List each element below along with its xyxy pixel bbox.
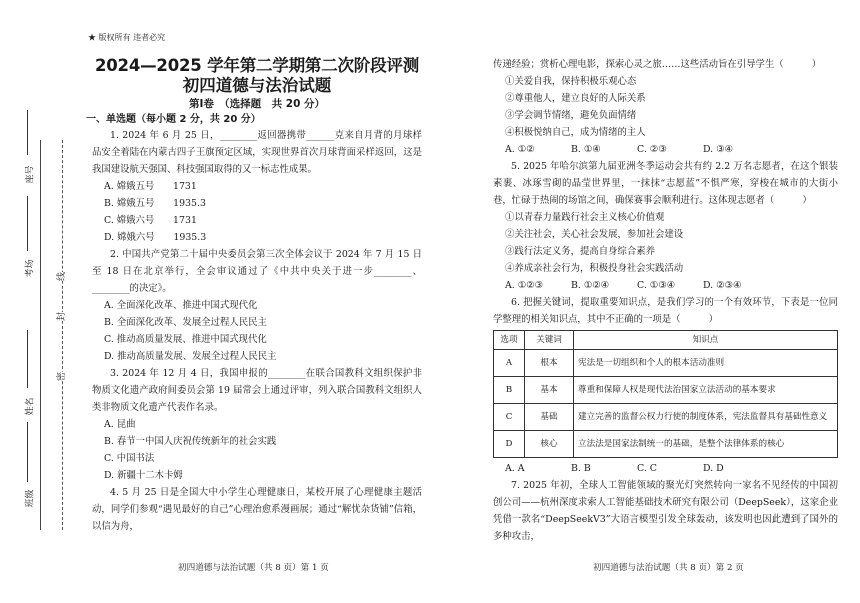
q2-option-d: D. 推动高质量发展、发展全过程人民民主 [104, 351, 277, 362]
q1-option-c: C. 嫦娥六号 1731 [104, 215, 197, 226]
q6-option-d: D. D [703, 463, 724, 474]
exam-subject-title: 初四道德与法治试题 [182, 76, 332, 95]
q6-option-b: B. B [571, 463, 591, 474]
copyright-notice: ★ 版权所有 违者必究 [88, 33, 166, 42]
q5-option-b: B. ①②④ [571, 280, 610, 291]
question-3-stem: 3. 2024 年 12 月 4 日，我国申报的________在联合国教科文组织保护非物质文化遗产政府间委员会第 19 届常会上通过评审，列入联合国教科文组织人类非物质文化遗产代表作名录。 [92, 368, 422, 413]
footer-page-1: 初四道德与法治试题（共 8 页）第 1 页 [178, 563, 329, 573]
q4-option-a: A. ①② [505, 144, 535, 155]
blank-line-room [27, 196, 28, 251]
binding-strip [0, 0, 70, 603]
table-cell-option: D [494, 431, 525, 458]
table-header-option: 选项 [494, 331, 525, 350]
footer-page-2: 初四道德与法治试题（共 8 页）第 2 页 [593, 563, 744, 573]
table-cell-option: A [494, 350, 525, 377]
blank-line-seat [27, 110, 28, 155]
blank-line-class [27, 422, 28, 482]
table-header-row [494, 331, 838, 350]
table-cell-keyword: 基本 [525, 377, 574, 404]
right-column [493, 56, 838, 545]
blank-line-name [27, 330, 28, 388]
q1-option-b: B. 嫦娥五号 1935.3 [104, 198, 206, 209]
table-header-keyword: 关键词 [525, 331, 574, 350]
table-row [494, 377, 838, 404]
q2-option-c: C. 推动高质量发展、推进中国式现代化 [104, 334, 267, 345]
q5-statement-4: ④养成亲社会行为，积极投身社会实践活动 [505, 263, 684, 274]
table-row [494, 431, 838, 458]
q6-option-a: A. A [505, 463, 525, 474]
q3-option-c: C. 中国书法 [104, 453, 155, 464]
binding-line-inner [62, 140, 63, 530]
cut-mark-seal: 封 [54, 312, 67, 321]
table-cell-knowledge: 立法法是国家法制统一的基础，是整个法律体系的核心 [574, 431, 838, 458]
table-cell-option: C [494, 404, 525, 431]
table-cell-knowledge: 尊重和保障人权是现代法治国家立法活动的基本要求 [574, 377, 838, 404]
q4-option-b: B. ①④ [571, 144, 601, 155]
q2-option-b: B. 全面深化改革、发展全过程人民民主 [104, 317, 267, 328]
q4-statement-1: ①关爱自我，保持积极乐观心态 [505, 76, 637, 87]
question-5-stem: 5. 2025 年哈尔滨第九届亚洲冬季运动会共有约 2.2 万名志愿者，在这个银装素裹、冰琢雪砌的晶莹世界里，一抹抹“志愿蓝”不惧严寒，穿梭在城市的大街小巷，忙碌于热闹的场馆之间，确保赛事会顺利进行。这体现志愿者（ ） [493, 161, 838, 206]
q4-options [493, 141, 838, 158]
table-row [494, 350, 838, 377]
q1-option-d: D. 嫦娥六号 1935.3 [104, 232, 207, 243]
q2-option-a: A. 全面深化改革、推进中国式现代化 [104, 300, 258, 311]
q5-option-c: C. ①③④ [637, 280, 676, 291]
table-cell-knowledge: 宪法是一切组织和个人的根本活动准则 [574, 350, 838, 377]
seat-number-label: 座号 [25, 165, 36, 184]
table-cell-option: B [494, 377, 525, 404]
knowledge-point-table [493, 330, 838, 458]
q5-option-a: A. ①②③ [505, 280, 543, 291]
q5-options [493, 277, 838, 294]
table-cell-keyword: 基础 [525, 404, 574, 431]
q3-option-a: A. 昆曲 [104, 419, 136, 430]
question-7-stem: 7. 2025 年初，全球人工智能领域的聚光灯突然转向一家名不见经传的中国初创公司——杭州深度求索人工智能基础技术研究有限公司（DeepSeek），这家企业凭借一款名“DeepSeekV3”大语言模型引发全球轰动，该发明也因此遭到了国外的多种攻击， [493, 480, 838, 542]
cut-mark-secret: 密 [54, 372, 67, 381]
question-1-stem: 1. 2024 年 6 月 25 日，________返回器携带______克来自月背的月球样品安全着陆在内蒙古四子王旗预定区域，实现世界首次月球背面采样返回，这是我国建设航天强国、科技强国取得的又一标志性成果。 [92, 130, 422, 175]
exam-title: 2024—2025 学年第二学期第二次阶段评测 [95, 56, 419, 75]
q5-option-d: D. ②③④ [703, 280, 742, 291]
table-cell-keyword: 核心 [525, 431, 574, 458]
q4-option-d: D. ③④ [703, 144, 733, 155]
question-4-stem: 4. 5 月 25 日是全国大中小学生心理健康日，某校开展了心理健康主题活动，同学们参观“遇见最好的自己”心理治愈系漫画展；通过“解忧杂货铺”信箱，以信为舟， [92, 487, 422, 532]
part-label: 第Ⅰ卷 （选择题 共 20 分） [188, 98, 326, 110]
q6-options [493, 460, 838, 477]
binding-line-outer [40, 140, 41, 530]
q6-option-c: C. C [637, 463, 657, 474]
question-2-stem: 2. 中国共产党第二十届中央委员会第三次全体会议于 2024 年 7 月 15 日至 18 日在北京举行，全会审议通过了《中共中央关于进一步________、________的决定》。 [92, 249, 422, 294]
exam-room-label: 考场 [25, 259, 36, 278]
cut-mark-line: 线 [54, 272, 67, 281]
q5-statement-2: ②关注社会，关心社会发展，参加社会建设 [505, 229, 684, 240]
q4-statement-3: ③学会调节情绪，避免负面情绪 [505, 110, 637, 121]
question-6-stem: 6. 把握关键词，提取重要知识点，是我们学习的一个有效环节，下表是一位同学整理的相关知识点，其中不正确的一项是（ ） [493, 297, 838, 325]
table-header-knowledge: 知识点 [574, 331, 838, 350]
table-row [494, 404, 838, 431]
table-cell-knowledge: 建立完善的监督公权力行使的制度体系，宪法监督具有基础性意义 [574, 404, 838, 431]
name-label: 姓名 [25, 397, 36, 416]
q4-statement-2: ②尊重他人，建立良好的人际关系 [505, 93, 646, 104]
q3-option-b: B. 春节一中国人庆祝传统新年的社会实践 [104, 436, 277, 447]
class-label: 班级 [25, 489, 36, 508]
q1-option-a: A. 嫦娥五号 1731 [104, 181, 197, 192]
q5-statement-1: ①以青春力量践行社会主义核心价值观 [505, 212, 665, 223]
q3-option-d: D. 新疆十二木卡姆 [104, 470, 183, 481]
q5-statement-3: ③践行法定义务，提高自身综合素养 [505, 246, 656, 257]
section-heading: 一、单选题（每小题 2 分，共 20 分） [86, 114, 261, 125]
q4-option-c: C. ②③ [637, 144, 667, 155]
question-4-stem-continued: 传递经验；赏析心理电影，探索心灵之旅……这些活动旨在引导学生（ ） [493, 59, 822, 70]
q4-statement-4: ④积极悦纳自己，成为情绪的主人 [505, 127, 646, 138]
table-cell-keyword: 根本 [525, 350, 574, 377]
left-column [86, 56, 422, 535]
